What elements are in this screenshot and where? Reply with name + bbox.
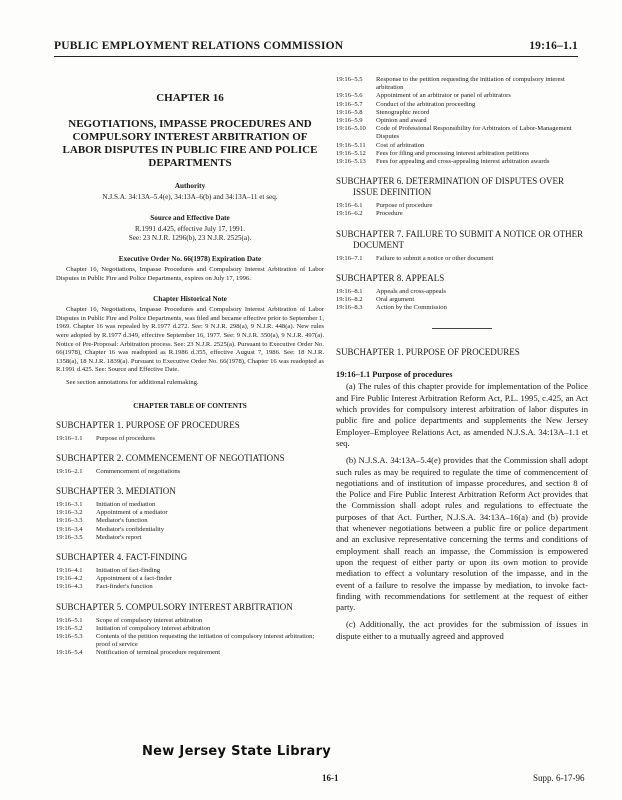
toc-entry: [336, 109, 588, 117]
toc-entry: [336, 142, 588, 150]
toc-entry-number: 19:16–3.3: [56, 517, 83, 525]
page-number: 16-1: [322, 773, 339, 783]
toc-entry: [56, 509, 324, 517]
toc-entry-number: 19:16–1.1: [56, 434, 83, 442]
toc-entry-number: 19:16–5.10: [336, 125, 366, 133]
toc-entry: [336, 255, 588, 263]
toc-entry-number: 19:16–3.2: [56, 509, 83, 517]
toc-entry-number: 19:16–3.5: [56, 533, 83, 541]
toc-entry: [56, 501, 324, 509]
toc-entry-number: 19:16–8.2: [336, 296, 363, 304]
toc-entry-title: Purpose of procedure: [376, 202, 433, 210]
toc-entry-title: Appeals and cross-appeals: [376, 287, 446, 295]
toc-entry-number: 19:16–5.13: [336, 158, 366, 166]
expiration-text: Chapter 16, Negotiations, Impasse Procedures and Compulsory Interest Arbitration of Labor Disputes in Public Fire and Police Departments, expires on July 17, 1996.: [56, 266, 324, 282]
toc-entry: [56, 583, 324, 591]
toc-entry: [56, 468, 324, 476]
toc-entry: [336, 125, 588, 141]
toc-entry-title: Mediator's function: [96, 517, 148, 525]
toc-entry-number: 19:16–5.12: [336, 149, 366, 157]
page-footer: [0, 773, 622, 789]
toc-entry: [56, 649, 324, 657]
toc-entry: [336, 296, 588, 304]
right-column: [336, 62, 588, 648]
library-stamp: New Jersey State Library: [142, 744, 332, 759]
toc-entry-title: Appointment of a fact-finder: [96, 575, 172, 583]
toc-entry-title: Appointment of a mediator: [96, 509, 168, 517]
toc-entry-title: Fact-finder's function: [96, 583, 153, 591]
toc-entry-title: Oral argument: [376, 296, 415, 304]
toc-entry-number: 19:16–5.8: [336, 108, 363, 116]
source-heading: Source and Effective Date: [150, 214, 230, 222]
toc-entry-title: Stenographic record: [376, 108, 430, 116]
toc-entry-title: Mediator's confidentiality: [96, 525, 165, 533]
toc-subchapter-title: SUBCHAPTER 1. PURPOSE OF PROCEDURES: [56, 419, 240, 430]
history-heading: Chapter Historical Note: [153, 295, 227, 304]
toc-entry-title: Procedure: [376, 210, 403, 218]
toc-entry-title: Appointment of an arbitrator or panel of arbitrators: [376, 92, 511, 100]
toc-entry: [336, 288, 588, 296]
toc-entry: [56, 567, 324, 575]
toc-entry-title: Cost of arbitration: [376, 141, 425, 149]
paragraph-b: (b) N.J.S.A. 34:13A–5.4(e) provides that the Commission shall adopt such rules as may be required to regulate the time of commencement of negotiations and of institution of impasse procedures, and section 8 of the Police and Fire Public Interest Arbitration Reform Act provides that the Commission shall adopt rules and regulations to effectuate the purposes of that Act. Further, N.J.S.A. 34:13A–16(a) and (b) provide that whenever negotiations between a public fire or police department and an exclusive representative concerning the terms and conditions of employment shall reach an impasse, the Commission is empowered upon the request of either party or upon its own motion to provide mediation to effect a voluntary resolution of the impasse, and in the event of a failure to resolve the impasse by mediation, to invoke fact-finding with recommendations for settlement at the request of either party.: [336, 455, 588, 613]
toc-items: [56, 468, 324, 476]
toc-entry-title: Response to the petition requesting the initiation of compulsory interest arbitration: [376, 76, 565, 92]
toc-items: [56, 617, 324, 658]
toc-entry-number: 19:16–5.9: [336, 117, 363, 125]
section-heading: 19:16–1.1 Purpose of procedures: [336, 370, 453, 380]
header-section-number: 19:16–1.1: [529, 40, 578, 52]
toc-left: [56, 420, 324, 658]
toc-entry: [336, 158, 588, 166]
toc-entry: [336, 76, 588, 92]
toc-entry: [56, 517, 324, 525]
toc-entry: [56, 435, 324, 443]
toc-heading: CHAPTER TABLE OF CONTENTS: [133, 401, 247, 410]
toc-entry-title: Commencement of negotiations: [96, 467, 181, 475]
toc-entry: [336, 210, 588, 218]
toc-entry-title: Purpose of procedures: [96, 434, 155, 442]
annotations-note: See section annotations for additional rulemaking.: [66, 378, 199, 386]
toc-items: [56, 501, 324, 542]
toc-entry-number: 19:16–3.1: [56, 500, 83, 508]
toc-entry-number: 19:16–5.6: [336, 92, 363, 100]
left-column: [56, 62, 324, 658]
toc-items: [56, 567, 324, 592]
running-header: [54, 40, 578, 54]
toc-subchapter-title: SUBCHAPTER 7. FAILURE TO SUBMIT A NOTICE OR OTHER DOCUMENT: [336, 228, 584, 250]
history-text: Chapter 16, Negotiations, Impasse Procedures and Compulsory Interest Arbitration of Labor Disputes in Public Fire and Police Departments, was filed and became effective prior to September 1, 1969. Chapter 16 was repealed by R.1977 d.272. See: 9 N.J.R. 298(a), 9 N.J.R. 448(a). New rules were adopted by R.1977 d.349, effective September 16, 1977. See: 9 N.J.R. 350(a), 9 N.J.R. 497(a). Notice of Pre-Proposal: Arbitration process. See: 23 N.J.R. 2525(a). Pursuant to Executive Order No. 66(1978), Chapter 16 was readopted as R.1986 d.355, effective August 7, 1986. See: 18 N.J.R. 1358(a), 18 N.J.R. 1839(a). Pursuant to Executive Order No. 66(1978), Chapter 16 was readopted as R.1991 d.425. See: Source and Effective Date.: [56, 306, 324, 374]
toc-entry-number: 19:16–5.2: [56, 624, 83, 632]
toc-entry-number: 19:16–3.4: [56, 525, 83, 533]
toc-entry-title: Initiation of compulsory interest arbitration: [96, 624, 211, 632]
toc-entry-number: 19:16–6.1: [336, 202, 363, 210]
toc-entry-number: 19:16–5.5: [336, 76, 363, 83]
toc-subchapter-title: SUBCHAPTER 4. FACT-FINDING: [56, 551, 188, 562]
toc-entry-title: Initiation of mediation: [96, 500, 156, 508]
toc-items: [336, 202, 588, 218]
toc-entry: [336, 92, 588, 100]
chapter-label: CHAPTER 16: [156, 92, 224, 104]
toc-entry: [56, 534, 324, 542]
toc-entry: [336, 304, 588, 312]
toc-subchapter-title: SUBCHAPTER 2. COMMENCEMENT OF NEGOTIATIONS: [56, 452, 285, 463]
toc-entry-number: 19:16–5.1: [56, 616, 83, 624]
toc-subchapter-title: SUBCHAPTER 3. MEDIATION: [56, 485, 176, 496]
toc-entry: [336, 150, 588, 158]
toc-entry: [336, 117, 588, 125]
section-divider: [432, 328, 492, 329]
toc-entry-number: 19:16–8.3: [336, 304, 363, 312]
source-line-2: See: 23 N.J.R. 1296(b), 23 N.J.R. 2525(a).: [128, 234, 252, 242]
source-line-1: R.1991 d.425, effective July 17, 1991.: [134, 225, 246, 233]
paragraph-a: (a) The rules of this chapter provide for implementation of the Police and Fire Public Interest Arbitration Reform Act, P.L. 1995, c.425, an Act which provides for compulsory interest arbitration of labor disputes in public fire and police departments and supplements the New Jersey Employer–Employee Relations Act, as amended N.J.S.A. 34:13A–1.1 et seq.: [336, 381, 588, 448]
toc-entry-title: Opinion and award: [376, 117, 427, 125]
toc-entry-number: 19:16–2.1: [56, 467, 83, 475]
toc-entry: [56, 625, 324, 633]
paragraph-c: (c) Additionally, the act provides for the submission of issues in dispute either to a mutually agreed and approved: [336, 619, 588, 641]
header-title: PUBLIC EMPLOYMENT RELATIONS COMMISSION: [54, 40, 344, 52]
toc-entry-title: Conduct of the arbitration proceeding: [376, 100, 476, 108]
toc-subchapter-title: SUBCHAPTER 5. COMPULSORY INTEREST ARBITRATION: [56, 601, 293, 612]
toc-entry-number: 19:16–8.1: [336, 287, 363, 295]
toc-entry: [56, 633, 324, 649]
toc-entry-number: 19:16–4.3: [56, 583, 83, 591]
toc-right: [336, 76, 588, 312]
toc-entry-title: Failure to submit a notice or other document: [376, 254, 494, 262]
toc-entry-number: 19:16–5.7: [336, 100, 363, 108]
toc-entry-number: 19:16–5.11: [336, 141, 366, 149]
toc-entry-number: 19:16–7.1: [336, 254, 363, 262]
toc-entry-title: Fees for filing and processing interest arbitration petitions: [376, 149, 529, 157]
authority-text: N.J.S.A. 34:13A–5.4(e), 34:13A–6(b) and 34:13A–11 et seq.: [102, 193, 278, 201]
toc-entry-number: 19:16–4.1: [56, 566, 83, 574]
toc-entry-number: 19:16–5.4: [56, 649, 83, 657]
toc-entry-number: 19:16–6.2: [336, 210, 363, 218]
toc-entry-title: Initiation of fact-finding: [96, 566, 161, 574]
chapter-title: NEGOTIATIONS, IMPASSE PROCEDURES AND COMPULSORY INTEREST ARBITRATION OF LABOR DISPUTES IN PUBLIC FIRE AND POLICE DEPARTMENTS: [62, 118, 318, 169]
toc-entry: [56, 617, 324, 625]
authority-heading: Authority: [174, 182, 206, 190]
toc-items: [336, 255, 588, 263]
toc-entry: [336, 101, 588, 109]
toc-subchapter-title: SUBCHAPTER 8. APPEALS: [336, 272, 445, 283]
header-rule: [54, 56, 578, 57]
toc-entry-title: Fees for appealing and cross-appealing interest arbitration awards: [376, 158, 550, 166]
toc-items: [56, 435, 324, 443]
toc-entry-title: Contents of the petition requesting the initiation of compulsory interest arbitration; proof of service: [96, 632, 315, 649]
toc-items-continued: [336, 76, 588, 166]
toc-items: [336, 288, 588, 313]
supplement-date: Supp. 6-17-96: [533, 773, 585, 783]
toc-entry: [336, 202, 588, 210]
toc-entry-title: Notification of terminal procedure requirement: [96, 649, 221, 657]
toc-entry-title: Action by the Commission: [376, 304, 447, 312]
toc-entry: [56, 526, 324, 534]
toc-entry-title: Mediator's report: [96, 533, 142, 541]
toc-entry-number: 19:16–5.3: [56, 632, 83, 640]
toc-entry-title: Code of Professional Responsibility for Arbitrators of Labor-Management Disputes: [376, 125, 572, 141]
expiration-heading: Executive Order No. 66(1978) Expiration Date: [118, 255, 262, 263]
section-body: [336, 381, 588, 642]
toc-subchapter-title: SUBCHAPTER 6. DETERMINATION OF DISPUTES OVER ISSUE DEFINITION: [336, 176, 565, 198]
toc-entry-number: 19:16–4.2: [56, 575, 83, 583]
toc-entry-title: Scope of compulsory interest arbitration: [96, 616, 203, 624]
body-subchapter-heading: SUBCHAPTER 1. PURPOSE OF PROCEDURES: [336, 347, 520, 358]
toc-entry: [56, 575, 324, 583]
